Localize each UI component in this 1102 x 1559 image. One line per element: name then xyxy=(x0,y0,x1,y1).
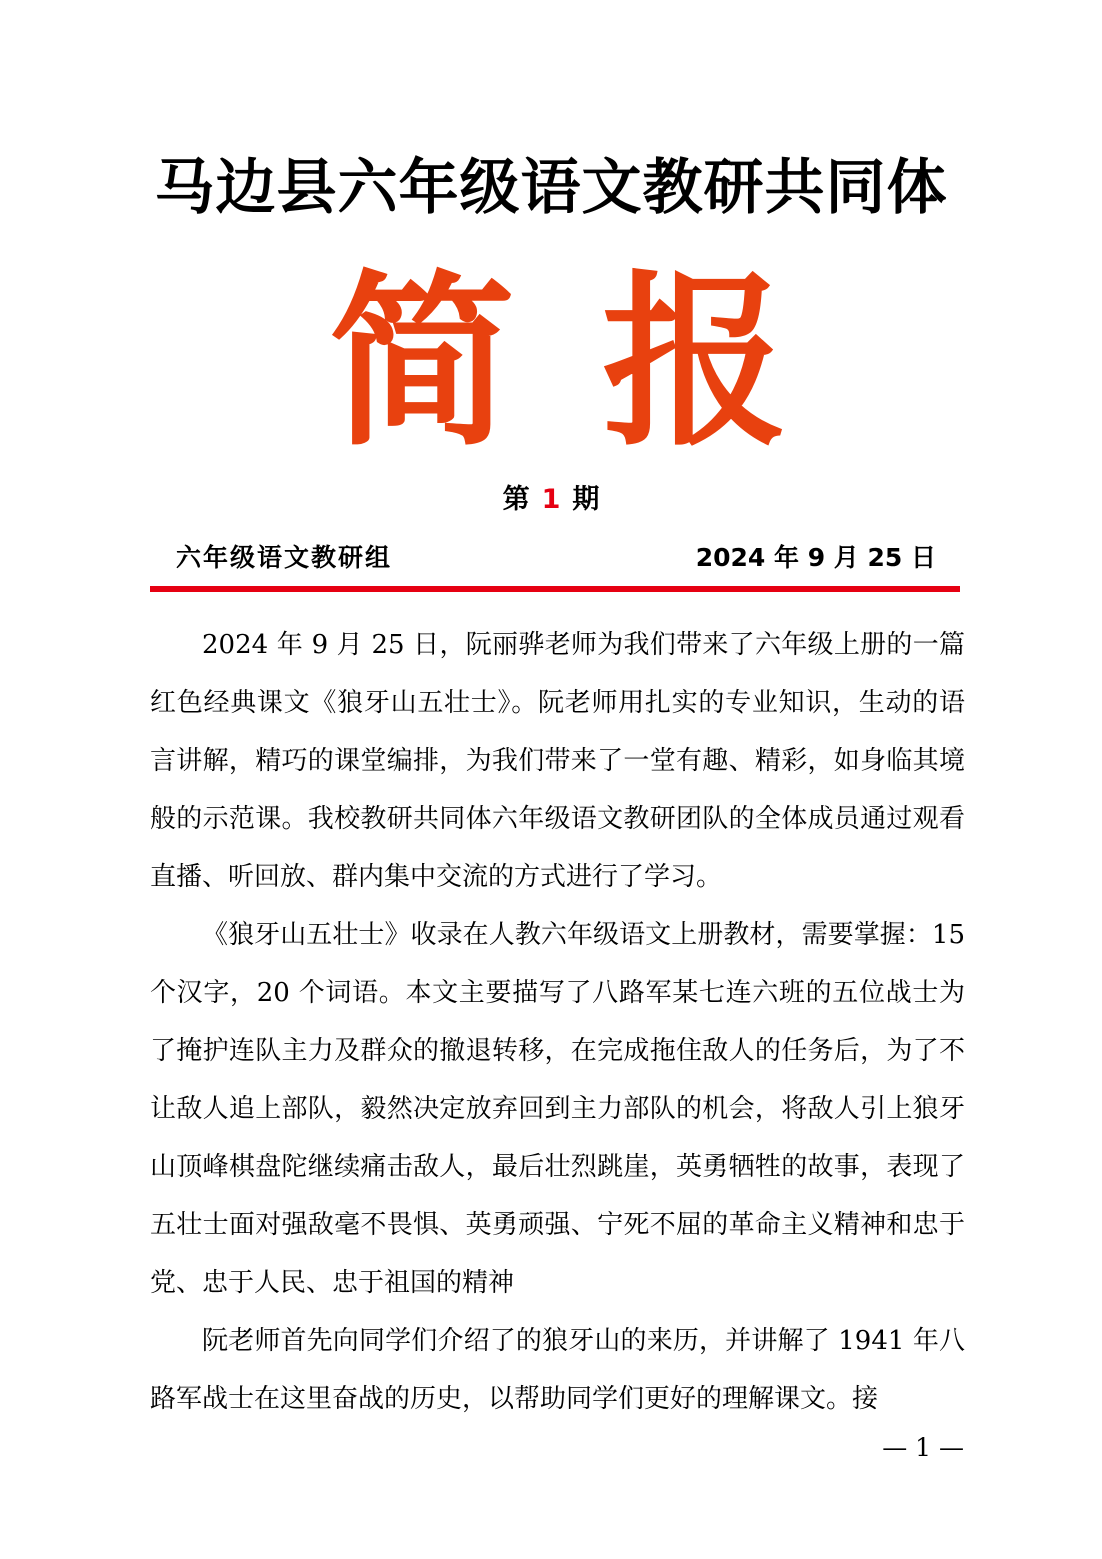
publish-date: 2024 年 9 月 25 日 xyxy=(695,543,936,572)
group-name: 六年级语文教研组 xyxy=(176,543,393,572)
masthead-char-2: 报 xyxy=(601,254,788,471)
paragraph-3: 阮老师首先向同学们介绍了的狼牙山的来历，并讲解了 1941 年八路军战士在这里奋战的历史，以帮助同学们更好的理解课文。接 xyxy=(150,1326,965,1414)
meta-row xyxy=(176,538,936,578)
issue-line xyxy=(0,480,1102,520)
issue-number: 1 xyxy=(541,484,561,515)
red-divider xyxy=(150,586,960,592)
masthead-char-1: 简 xyxy=(328,254,515,471)
masthead xyxy=(0,255,1102,470)
page-number: — 1 — xyxy=(882,1433,964,1462)
organization-title: 马边县六年级语文教研共同体 xyxy=(154,153,948,223)
issue-prefix: 第 xyxy=(502,484,530,515)
paragraph-2: 《狼牙山五壮士》收录在人教六年级语文上册教材，需要掌握：15 个汉字，20 个词语。本文主要描写了八路军某七连六班的五位战士为了掩护连队主力及群众的撤退转移，在完成拖住敌人的任务后，为了不让敌人追上部队，毅然决定放弃回到主力部队的机会，将敌人引上狼牙山顶峰棋盘陀继续痛击敌人，最后壮烈跳崖，英勇牺牲的故事，表现了五壮士面对强敌毫不畏惧、英勇顽强、宁死不屈的革命主义精神和忠于党、忠于人民、忠于祖国的精神 xyxy=(150,920,965,1298)
paragraph-1: 2024 年 9 月 25 日，阮丽骅老师为我们带来了六年级上册的一篇红色经典课文《狼牙山五壮士》。阮老师用扎实的专业知识，生动的语言讲解，精巧的课堂编排，为我们带来了一堂有趣、精彩，如身临其境般的示范课。我校教研共同体六年级语文教研团队的全体成员通过观看直播、听回放、群内集中交流的方式进行了学习。 xyxy=(150,630,965,892)
article-body xyxy=(150,616,965,1428)
issue-suffix: 期 xyxy=(572,484,600,515)
